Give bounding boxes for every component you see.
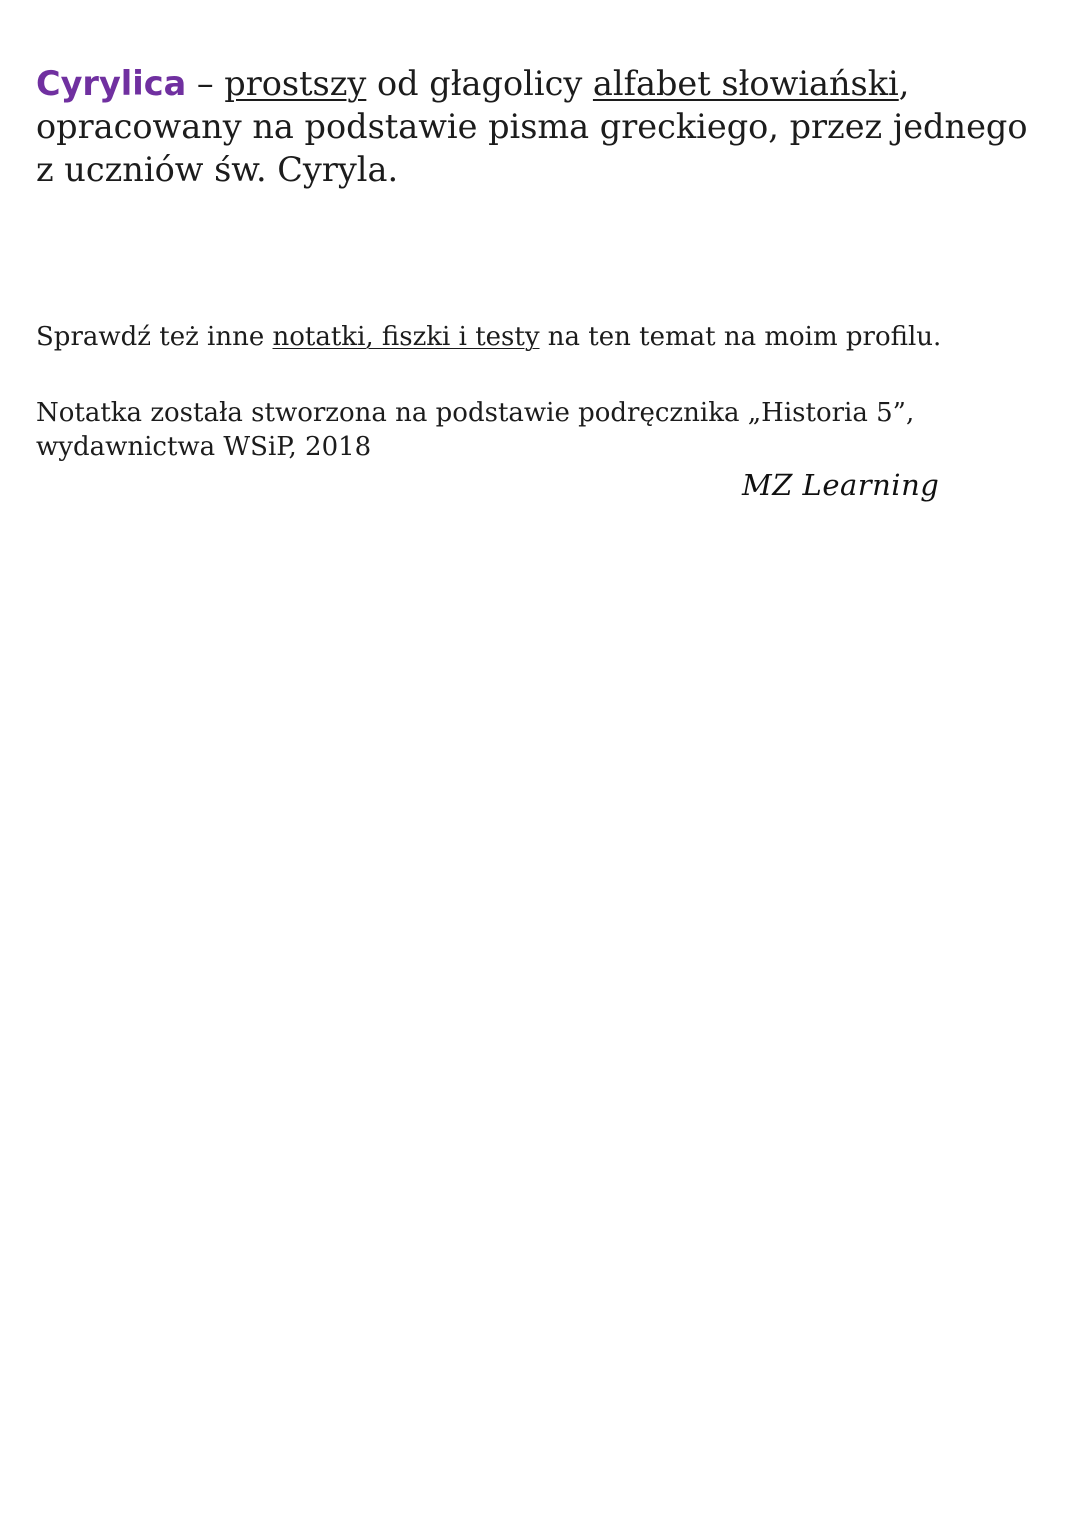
definition-text-2: , opracowany na podstawie pisma greckiego, przez jednego z uczniów św. Cyryla. <box>36 64 1028 189</box>
term-cyrylica: Cyrylica <box>36 64 187 103</box>
definition-underlined-prostszy: prostszy <box>224 64 367 103</box>
author-signature: MZ Learning <box>742 468 940 502</box>
profile-promo-line <box>36 319 1056 355</box>
definition-text-1: od głagolicy <box>366 64 593 103</box>
definition-dash: – <box>186 64 225 103</box>
promo-text-after: na ten temat na moim profilu. <box>539 322 942 352</box>
promo-link-materials[interactable]: notatki, fiszki i testy <box>272 322 540 352</box>
source-note: Notatka została stworzona na podstawie podręcznika „Historia 5”, wydawnictwa WSiP, 2018 <box>36 398 915 462</box>
promo-text-before: Sprawdź też inne <box>36 322 273 352</box>
definition-underlined-alfabet: alfabet słowiański <box>592 64 899 103</box>
definition-paragraph <box>36 62 1046 191</box>
